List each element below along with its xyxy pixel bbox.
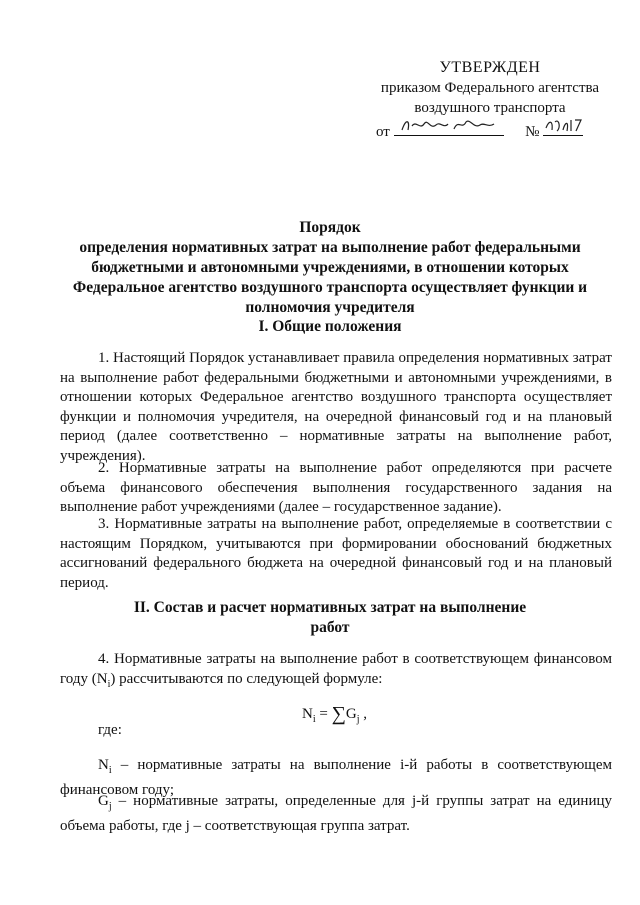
document-title <box>60 218 600 318</box>
section-2-heading-line-2: работ <box>310 619 350 636</box>
approval-line-1: приказом Федерального агентства <box>380 80 600 96</box>
title-line-5: полномочия учредителя <box>245 299 415 316</box>
title-line-4: Федеральное агентство воздушного транспорта осуществляет функции и <box>72 279 588 296</box>
paragraph-3: 3. Нормативные затраты на выполнение работ, определяемые в соответствии с настоящим Порядком, учитываются при формировании обоснований бюджетных ассигнований федерального бюджета на очередной финансовый год и на плановый период. <box>60 516 612 591</box>
where-label: где: <box>98 722 122 738</box>
paragraph-2: 2. Нормативные затраты на выполнение работ определяются при расчете объема финансового обеспечения выполнения государственного задания на выполнение работ учреждениями (далее – государственное задание). <box>60 460 612 515</box>
handwritten-date <box>394 118 504 136</box>
formula: $N_i = \sum G_j$ , <box>302 703 367 725</box>
title-line-2: определения нормативных затрат на выполнение работ федеральными <box>79 239 581 256</box>
handwritten-number <box>543 118 583 136</box>
approval-date-line <box>370 118 610 142</box>
approval-title: УТВЕРЖДЕН <box>439 59 541 76</box>
definition-g: $G_j$ – нормативные затраты, определенные для j-й группы затрат на единицу объема работы, где j – соответствующая группа затрат. <box>60 793 612 834</box>
section-1-heading: I. Общие положения <box>258 318 402 335</box>
from-label: от <box>376 124 390 140</box>
section-2-heading-line-1: II. Состав и расчет нормативных затрат на выполнение <box>133 599 527 616</box>
paragraph-1: 1. Настоящий Порядок устанавливает правила определения нормативных затрат на выполнение работ федеральными бюджетными и автономными учреждениями, в отношении которых Федеральное агентство воздушного транспорта осуществляет функции и полномочия учредителя, на очередной финансовый год и на плановый период (далее соответственно – нормативные затраты на выполнение работ, учреждения). <box>60 350 612 464</box>
definition-n: $N_i$ – нормативные затраты на выполнение i-й работы в соответствующем финансовом году; <box>60 757 612 798</box>
section-2-heading <box>60 598 600 638</box>
title-line-3: бюджетными и автономными учреждениями, в отношении которых <box>91 259 569 276</box>
number-label: № <box>525 124 540 140</box>
paragraph-4: 4. Нормативные затраты на выполнение работ в соответствующем финансовом году $(N_i)$ рассчитываются по следующей формуле: <box>60 651 612 690</box>
title-line-1: Порядок <box>299 219 361 236</box>
approval-line-2: воздушного транспорта <box>414 100 566 116</box>
approval-stamp <box>370 58 610 142</box>
